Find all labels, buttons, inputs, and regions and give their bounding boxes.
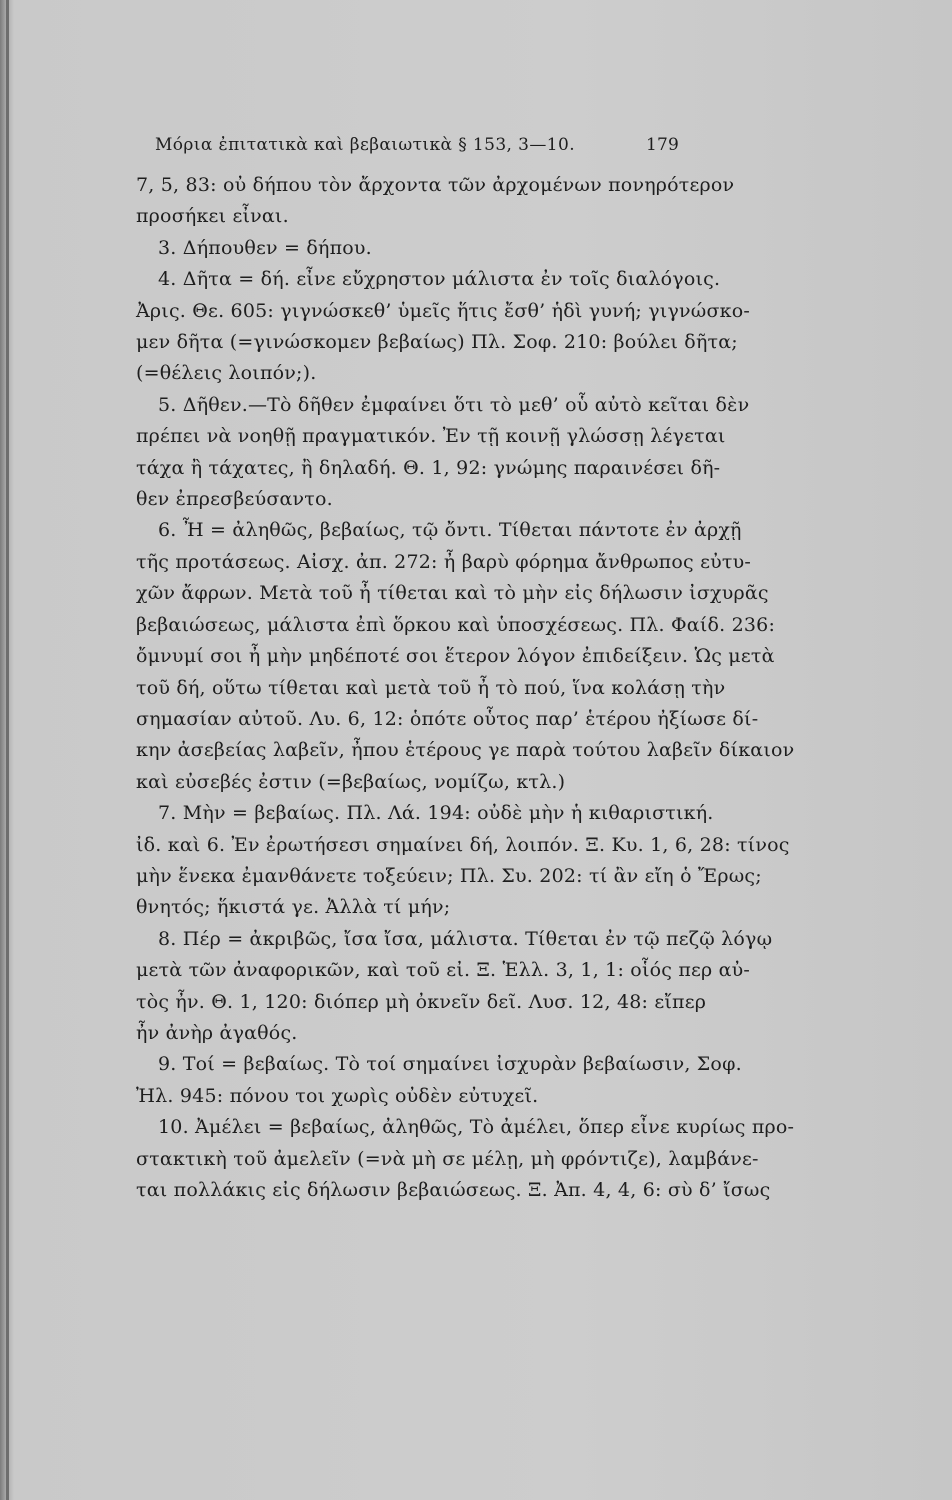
text-line: χῶν ἄφρων. Μετὰ τοῦ ἦ τίθεται καὶ τὸ μὴν εἰς δήλωσιν ἰσχυρᾶς [136,582,769,605]
text-line: κην ἀσεβείας λαβεῖν, ἦπου ἑτέρους γε παρὰ τούτου λαβεῖν δίκαιον [136,739,795,762]
text-line: τοῦ δή, οὕτω τίθεται καὶ μετὰ τοῦ ἦ τὸ πού, ἵνα κολάσῃ τὴν [136,676,726,699]
text-line: 7. Μὴν = βεβαίως. Πλ. Λά. 194: οὐδὲ μὴν ἡ κιθαριστική. [158,802,714,825]
text-line: (=θέλεις λοιπόν;). [136,362,317,385]
text-line: Ἠλ. 945: πόνου τοι χωρὶς οὐδὲν εὐτυχεῖ. [136,1084,539,1107]
text-line: τῆς προτάσεως. Αἰσχ. ἀπ. 272: ἦ βαρὺ φόρημα ἄνθρωπος εὐτυ- [136,550,751,573]
running-header [136,130,701,160]
text-line: τάχα ἢ τάχατες, ἢ δηλαδή. Θ. 1, 92: γνώμης παραινέσει δῆ- [136,456,721,479]
text-line: βεβαιώσεως, μάλιστα ἐπὶ ὅρκου καὶ ὑποσχέσεως. Πλ. Φαίδ. 236: [136,613,776,636]
text-line: μετὰ τῶν ἀναφορικῶν, καὶ τοῦ εἰ. Ξ. Ἑλλ. 3, 1, 1: οἷός περ αὐ- [136,959,751,982]
text-line: 3. Δήπουθεν = δήπου. [158,236,372,259]
book-spine-shadow [6,0,9,1500]
text-line: 5. Δῆθεν.—Τὸ δῆθεν ἐμφαίνει ὅτι τὸ μεθ’ οὗ αὐτὸ κεῖται δὲν [158,393,750,416]
text-line: ὄμνυμί σοι ἦ μὴν μηδέποτέ σοι ἕτερον λόγον ἐπιδείξειν. Ὡς μετὰ [136,645,775,668]
text-line: ται πολλάκις εἰς δήλωσιν βεβαιώσεως. Ξ. Ἀπ. 4, 4, 6: σὺ δ’ ἴσως [136,1179,771,1201]
text-line: θεν ἐπρεσβεύσαντο. [136,488,333,511]
text-line: 6. Ἦ = ἀληθῶς, βεβαίως, τῷ ὄντι. Τίθεται πάντοτε ἐν ἀρχῇ [158,519,742,542]
page-text-block [136,130,795,1206]
text-line: ἰδ. καὶ 6. Ἐν ἐρωτήσεσι σημαίνει δή, λοιπόν. Ξ. Κυ. 1, 6, 28: τίνος [136,833,790,856]
text-line: 10. Ἀμέλει = βεβαίως, ἀληθῶς, Τὸ ἀμέλει, ὅπερ εἶνε κυρίως προ- [158,1116,795,1139]
text-line: 7, 5, 83: οὐ δήπου τὸν ἄρχοντα τῶν ἀρχομένων πονηρότερον [136,174,735,196]
text-line: 9. Τοί = βεβαίως. Τὸ τοί σημαίνει ἰσχυρὰν βεβαίωσιν, Σοφ. [158,1053,742,1076]
text-line: τὸς ἦν. Θ. 1, 120: διόπερ μὴ ὀκνεῖν δεῖ. Λυσ. 12, 48: εἴπερ [136,990,707,1013]
text-line: στακτικὴ τοῦ ἀμελεῖν (=νὰ μὴ σε μέλῃ, μὴ φρόντιζε), λαμβάνε- [136,1147,759,1170]
text-line: καὶ εὐσεβές ἐστιν (=βεβαίως, νομίζω, κτλ.) [136,770,566,793]
text-line: ἦν ἀνὴρ ἀγαθός. [136,1021,298,1044]
text-line: θνητός; ἥκιστά γε. Ἀλλὰ τί μήν; [136,896,451,919]
text-line: μεν δῆτα (=γινώσκομεν βεβαίως) Πλ. Σοφ. 210: βούλει δῆτα; [136,331,738,354]
text-line: μὴν ἕνεκα ἐμανθάνετε τοξεύειν; Πλ. Συ. 202: τί ἂν εἴη ὁ Ἔρως; [136,864,762,887]
text-line: πρέπει νὰ νοηθῇ πραγματικόν. Ἐν τῇ κοινῇ γλώσσῃ λέγεται [136,425,726,448]
text-line: Ἀρις. Θε. 605: γιγνώσκεθ’ ὑμεῖς ἥτις ἔσθ’ ἡδὶ γυνή; γιγνώσκο- [136,299,750,322]
header-title: Μόρια ἐπιτατικὰ καὶ βεβαιωτικὰ § 153, 3—10. [154,135,576,155]
page-number: 179 [645,135,679,155]
text-line: 8. Πέρ = ἀκριβῶς, ἴσα ἴσα, μάλιστα. Τίθεται ἐν τῷ πεζῷ λόγῳ [158,927,773,950]
text-line: προσήκει εἶναι. [136,205,289,228]
text-line: 4. Δῆτα = δή. εἶνε εὔχρηστον μάλιστα ἐν τοῖς διαλόγοις. [158,268,721,291]
text-line: σημασίαν αὐτοῦ. Λυ. 6, 12: ὁπότε οὗτος παρ’ ἑτέρου ἠξίωσε δί- [136,707,759,730]
